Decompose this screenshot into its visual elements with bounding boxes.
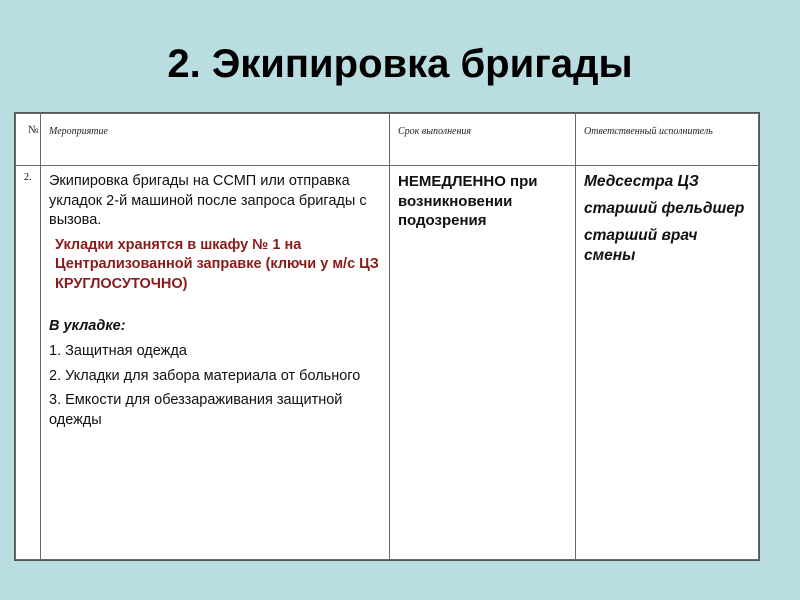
table-row bbox=[16, 166, 759, 560]
action-table bbox=[14, 112, 760, 561]
header-event: Мероприятие bbox=[41, 114, 390, 166]
responsible-item: старший фельдшер bbox=[584, 200, 745, 218]
header-num: № bbox=[16, 114, 41, 166]
kit-item: 3. Емкости для обеззараживания защитной одежды bbox=[49, 392, 343, 428]
event-cell bbox=[41, 166, 390, 560]
responsible-item: старший врач смены bbox=[584, 227, 698, 265]
header-responsible: Ответственный исполнитель bbox=[576, 114, 759, 166]
kit-item: 1. Защитная одежда bbox=[49, 342, 187, 359]
table bbox=[15, 113, 759, 560]
page-title: 2. Экипировка бригады bbox=[167, 42, 633, 86]
row-num: 2. bbox=[16, 166, 41, 560]
event-intro: Экипировка бригады на ССМП или отправка укладок 2-й машиной после запроса бригады с вызова. bbox=[49, 173, 367, 229]
deadline-cell: НЕМЕДЛЕННО при возникновении подозрения bbox=[390, 166, 576, 560]
event-storage: Укладки хранятся в шкафу № 1 на Централизованной заправке (ключи у м/с ЦЗ КРУГЛОСУТОЧНО) bbox=[55, 236, 379, 292]
kit-item: 2. Укладки для забора материала от больного bbox=[49, 367, 361, 384]
header-deadline: Срок выполнения bbox=[390, 114, 576, 166]
responsible-cell bbox=[576, 166, 759, 560]
responsible-item: Медсестра ЦЗ bbox=[584, 173, 699, 190]
table-header-row bbox=[16, 114, 759, 166]
kit-label: В укладке: bbox=[49, 318, 126, 335]
